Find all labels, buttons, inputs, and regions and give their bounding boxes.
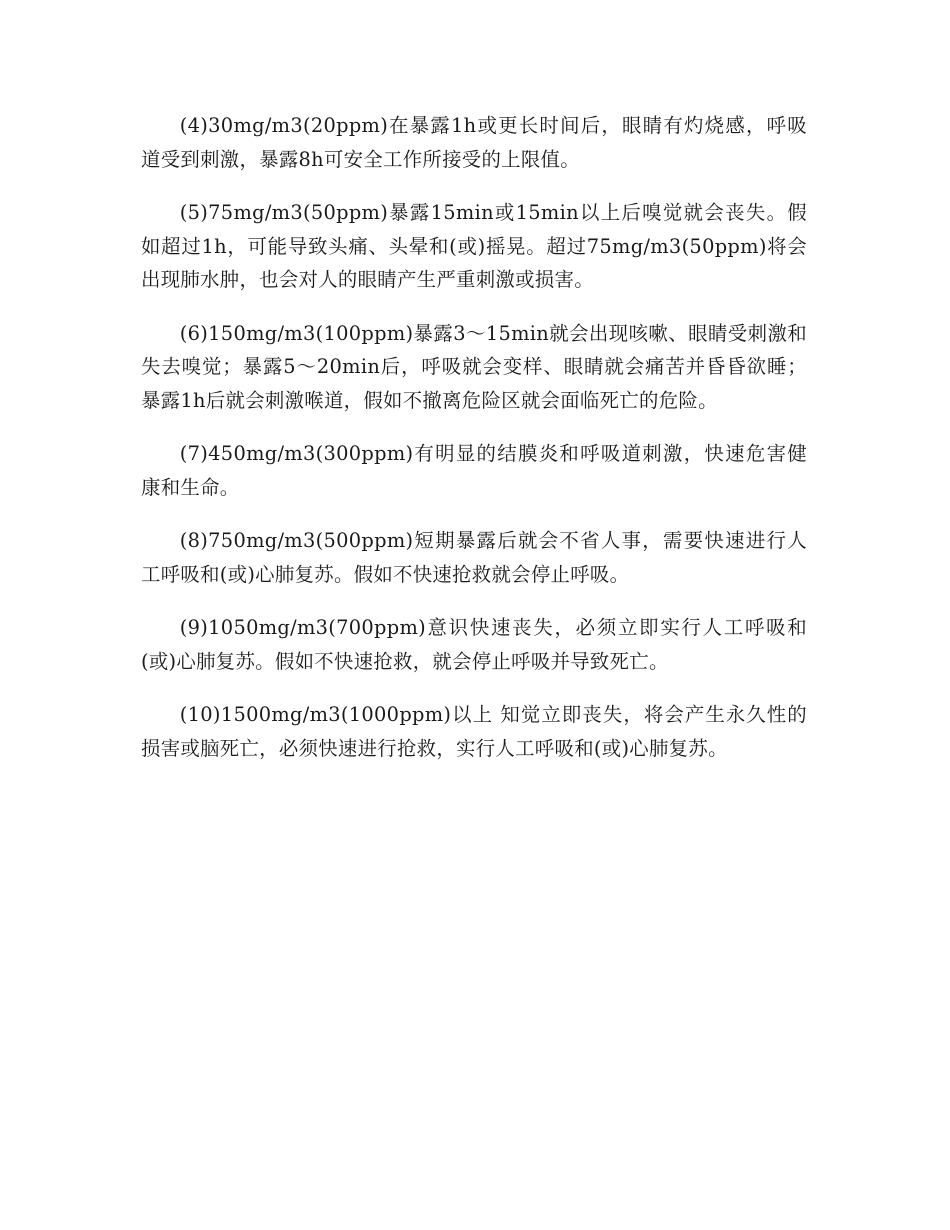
paragraph-9: (9)1050mg/m3(700ppm)意识快速丧失，必须立即实行人工呼吸和(或)心肺复苏。假如不快速抢救，就会停止呼吸并导致死亡。 [141, 616, 807, 673]
paragraph-6: (6)150mg/m3(100ppm)暴露3～15min就会出现咳嗽、眼睛受刺激和失去嗅觉；暴露5～20min后，呼吸就会变样、眼睛就会痛苦并昏昏欲睡；暴露1h后就会刺激喉道，假如不撤离危险区就会面临死亡的危险。 [141, 321, 807, 412]
paragraph-8: (8)750mg/m3(500ppm)短期暴露后就会不省人事，需要快速进行人工呼吸和(或)心肺复苏。假如不快速抢救就会停止呼吸。 [141, 529, 807, 586]
paragraph-4: (4)30mg/m3(20ppm)在暴露1h或更长时间后，眼睛有灼烧感，呼吸道受到刺激，暴露8h可安全工作所接受的上限值。 [141, 114, 807, 171]
paragraph-5: (5)75mg/m3(50ppm)暴露15min或15min以上后嗅觉就会丧失。假如超过1h，可能导致头痛、头晕和(或)摇晃。超过75mg/m3(50ppm)将会出现肺水肿，也会对人的眼睛产生严重刺激或损害。 [141, 201, 807, 291]
paragraph-10: (10)1500mg/m3(1000ppm)以上 知觉立即丧失，将会产生永久性的损害或脑死亡，必须快速进行抢救，实行人工呼吸和(或)心肺复苏。 [141, 703, 807, 760]
document-body [141, 109, 807, 785]
paragraph-7: (7)450mg/m3(300ppm)有明显的结膜炎和呼吸道刺激，快速危害健康和生命。 [141, 442, 807, 499]
